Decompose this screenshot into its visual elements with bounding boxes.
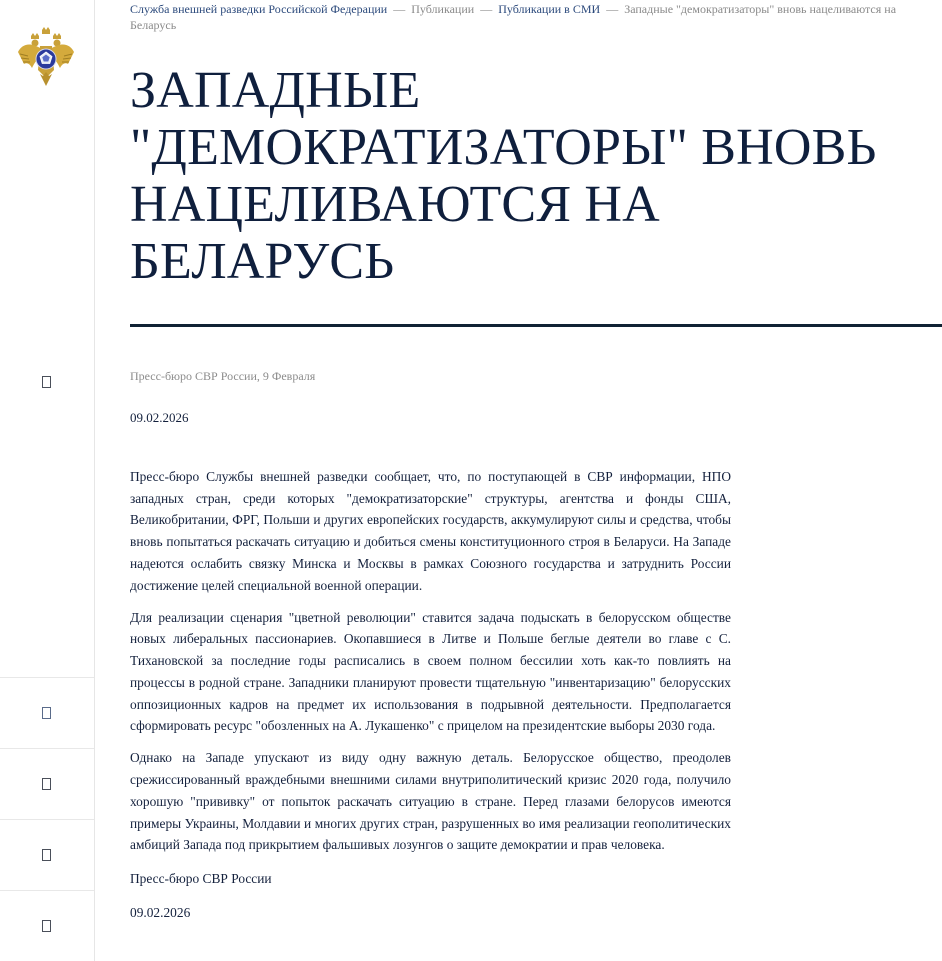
svr-emblem-logo[interactable] [14, 26, 78, 90]
breadcrumb-current-page: Западные "демократизаторы" вновь нацеливаются на Беларусь [130, 2, 897, 32]
article-date-bottom: 09.02.2026 [130, 904, 191, 920]
breadcrumb-separator: — [480, 2, 493, 16]
article-signature: Пресс-бюро СВР России [130, 870, 272, 886]
article-paragraph: Пресс-бюро Службы внешней разведки сообщает, что, по поступающей в СВР информации, НПО западных стран, среди которых "демократизаторские" структуры, агентства и фонды США, Великобритании, ФРГ, Польши и других европейских государств, аккумулируют силы и средства, чтобы вновь попытаться раскачать ситуацию и добиться смены конституционного строя в Беларуси. На Западе надеются ослабить связку Минска и Москвы в рамках Союзного государства и затруднить России достижение целей специальной военной операции. [130, 469, 731, 593]
double-headed-eagle-icon [14, 26, 78, 90]
sidebar-cell-4[interactable] [0, 890, 94, 961]
box-icon[interactable] [42, 376, 51, 388]
sidebar-cell-1[interactable] [0, 677, 94, 748]
sidebar-cell-2[interactable] [0, 748, 94, 819]
box-icon [42, 707, 51, 719]
box-icon [42, 778, 51, 790]
box-icon [42, 849, 51, 861]
article-source: Пресс-бюро СВР России, 9 Февраля [130, 369, 316, 383]
sidebar-cell-3[interactable] [0, 819, 94, 890]
article-date: 09.02.2026 [130, 410, 189, 425]
page-title: ЗАПАДНЫЕ "ДЕМОКРАТИЗАТОРЫ" ВНОВЬ НАЦЕЛИВАЮТСЯ НА БЕЛАРУСЬ [130, 62, 877, 290]
breadcrumb [130, 1, 920, 33]
breadcrumb-link-svr[interactable]: Служба внешней разведки Российской Федерации [130, 2, 388, 16]
breadcrumb-item-publications[interactable]: Публикации [411, 2, 475, 16]
title-divider [130, 324, 942, 327]
article-paragraph: Однако на Западе упускают из виду одну важную деталь. Белорусское общество, преодолев срежиссированный враждебными внешними силами внутриполитический кризис 2020 года, получило хорошую "прививку" от попыток раскачать ситуацию в стране. Перед глазами белорусов имеются примеры Украины, Молдавии и многих других стран, разрушенных во имя реализации геополитических амбиций Запада под прикрытием фальшивых лозунгов о защите демократии и прав человека. [130, 750, 731, 853]
breadcrumb-separator: — [393, 2, 406, 16]
article-body [130, 466, 731, 933]
sidebar [0, 0, 95, 961]
breadcrumb-link-media-publications[interactable]: Публикации в СМИ [498, 2, 601, 16]
breadcrumb-separator: — [606, 2, 619, 16]
box-icon [42, 920, 51, 932]
article-paragraph: Для реализации сценария "цветной революции" ставится задача подыскать в белорусском обществе новых либеральных пассионариев. Окопавшиеся в Литве и Польше беглые деятели во главе с С. Тихановской за последние годы расписались в своем полном бессилии хоть как-то повлиять на процессы в родной стране. Западники планируют провести тщательную "инвентаризацию" белорусских оппозиционных кадров на предмет их использования в подрывной деятельности. Предполагается сформировать ресурс "обозленных на А. Лукашенко" с прицелом на президентские выборы 2030 года. [130, 609, 731, 734]
